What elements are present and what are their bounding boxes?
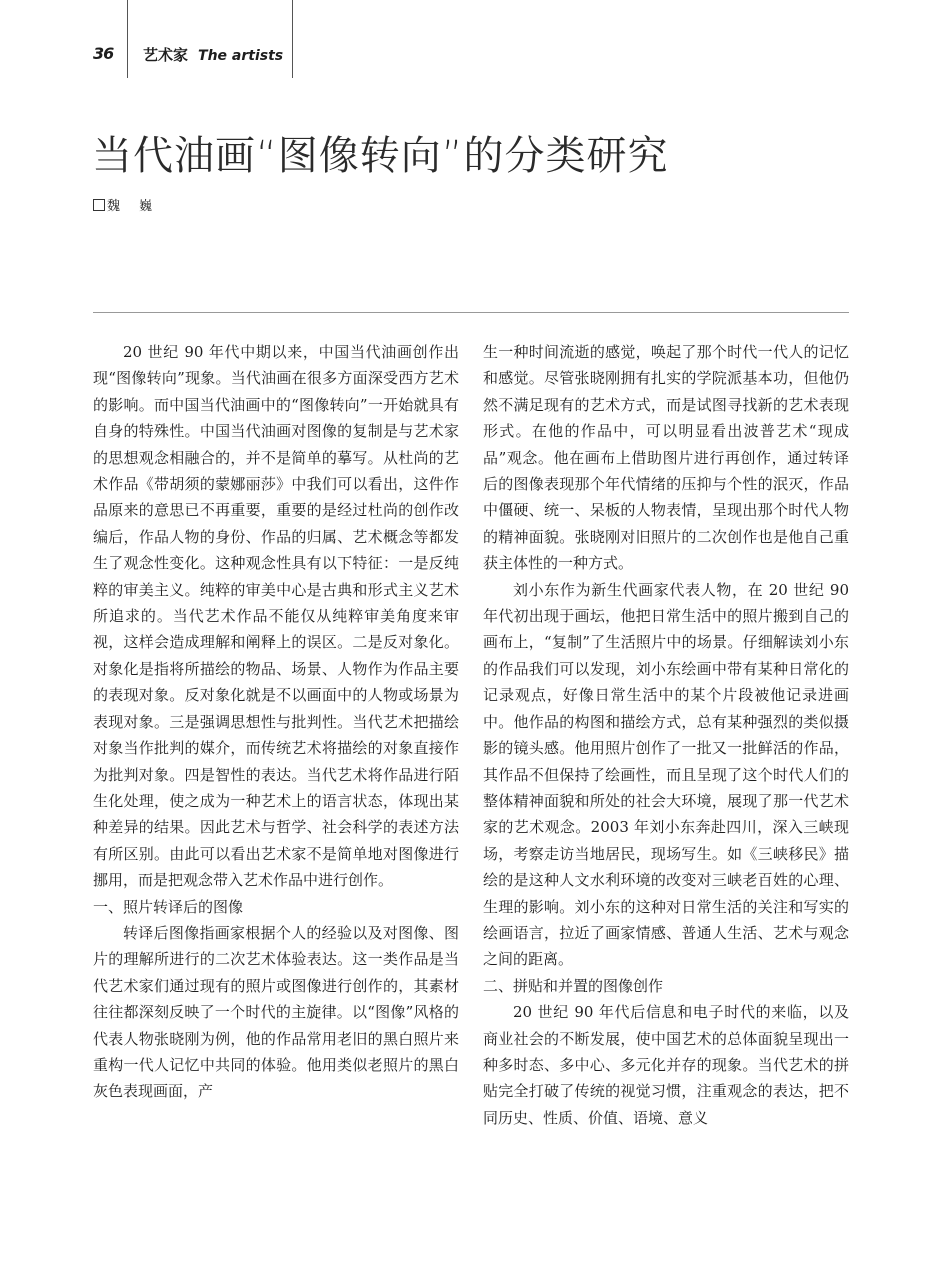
author-name: 魏 巍 [107,199,156,214]
magazine-name-cn: 艺术家 [143,46,189,64]
article-title: 当代油画“图像转向”的分类研究 [92,133,669,179]
left-column [93,339,459,1105]
paragraph: 20 世纪 90 年代后信息和电子时代的来临，以及商业社会的不断发展，使中国艺术的总体面貌呈现出一种多时态、多中心、多元化并存的现象。当代艺术的拼贴完全打破了传统的视觉习惯，注重观念的表达，把不同历史、性质、价值、语境、意义 [483,1003,849,1127]
author-line [93,195,155,214]
paragraph: 20 世纪 90 年代中期以来，中国当代油画创作出现“图像转向”现象。当代油画在很多方面深受西方艺术的影响。而中国当代油画中的“图像转向”一开始就具有自身的特殊性。中国当代油画对图像的复制是与艺术家的思想观念相融合的，并不是简单的摹写。从杜尚的艺术作品《带胡须的蒙娜丽莎》中我们可以看出，这件作品原来的意思已不再重要，重要的是经过杜尚的创作改编后，作品人物的身份、作品的归属、艺术概念等都发生了观念性变化。这种观念性具有以下特征：一是反纯粹的审美主义。纯粹的审美中心是古典和形式主义艺术所追求的。当代艺术作品不能仅从纯粹审美角度来审视，这样会造成理解和阐释上的误区。二是反对象化。对象化是指将所描绘的物品、场景、人物作为作品主要的表现对象。反对象化就是不以画面中的人物或场景为表现对象。三是强调思想性与批判性。当代艺术把描绘对象当作批判的媒介，而传统艺术将描绘的对象直接作为批判对象。四是智性的表达。当代艺术将作品进行陌生化处理，使之成为一种艺术上的语言状态，体现出某种差异的结果。因此艺术与哲学、社会科学的表述方法有所区别。由此可以看出艺术家不是简单地对图像进行挪用，而是把观念带入艺术作品中进行创作。 [93,343,459,890]
section-heading: 二、拼贴和并置的图像创作 [483,976,664,995]
page-number: 36 [93,44,114,63]
paragraph: 转译后图像指画家根据个人的经验以及对图像、图片的理解所进行的二次艺术体验表达。这一类作品是当代艺术家们通过现有的照片或图像进行创作的，其素材往往都深刻反映了一个时代的主旋律。以“图像”风格的代表人物张晓刚为例，他的作品常用老旧的黑白照片来重构一代人记忆中共同的体验。他用类似老照片的黑白灰色表现画面，产 [93,923,459,1101]
paragraph: 生一种时间流逝的感觉，唤起了那个时代一代人的记忆和感觉。尽管张晓刚拥有扎实的学院派基本功，但他仍然不满足现有的艺术方式，而是试图寻找新的艺术表现形式。在他的作品中，可以明显看出波普艺术“现成品”观念。他在画布上借助图片进行再创作，通过转译后的图像表现那个年代情绪的压抑与个性的泯灭，作品中僵硬、统一、呆板的人物表情，呈现出那个时代人物的精神面貌。张晓刚对旧照片的二次创作也是他自己重获主体性的一种方式。 [483,343,849,573]
right-column [483,339,849,1131]
magazine-name [143,44,283,65]
header-divider-left [127,0,128,78]
title-divider [93,312,849,313]
magazine-name-en: The artists [198,48,284,64]
paragraph: 刘小东作为新生代画家代表人物，在 20 世纪 90 年代初出现于画坛，他把日常生活中的照片搬到自己的画布上，“复制”了生活照片中的场景。仔细解读刘小东的作品我们可以发现，刘小东绘画中带有某种日常化的记录观点，好像日常生活中的某个片段被他记录进画中。他作品的构图和描绘方式，总有某种强烈的类似摄影的镜头感。他用照片创作了一批又一批鲜活的作品，其作品不但保持了绘画性，而且呈现了这个时代人们的整体精神面貌和所处的社会大环境，展现了那一代艺术家的艺术观念。2003 年刘小东奔赴四川，深入三峡现场，考察走访当地居民，现场写生。如《三峡移民》描绘的是这种人文水利环境的改变对三峡老百姓的心理、生理的影响。刘小东的这种对日常生活的关注和写实的绘画语言，拉近了画家情感、普通人生活、艺术与观念之间的距离。 [483,580,849,969]
header-divider-right [292,0,293,78]
author-box-icon [93,199,105,211]
section-heading: 一、照片转译后的图像 [93,897,244,916]
